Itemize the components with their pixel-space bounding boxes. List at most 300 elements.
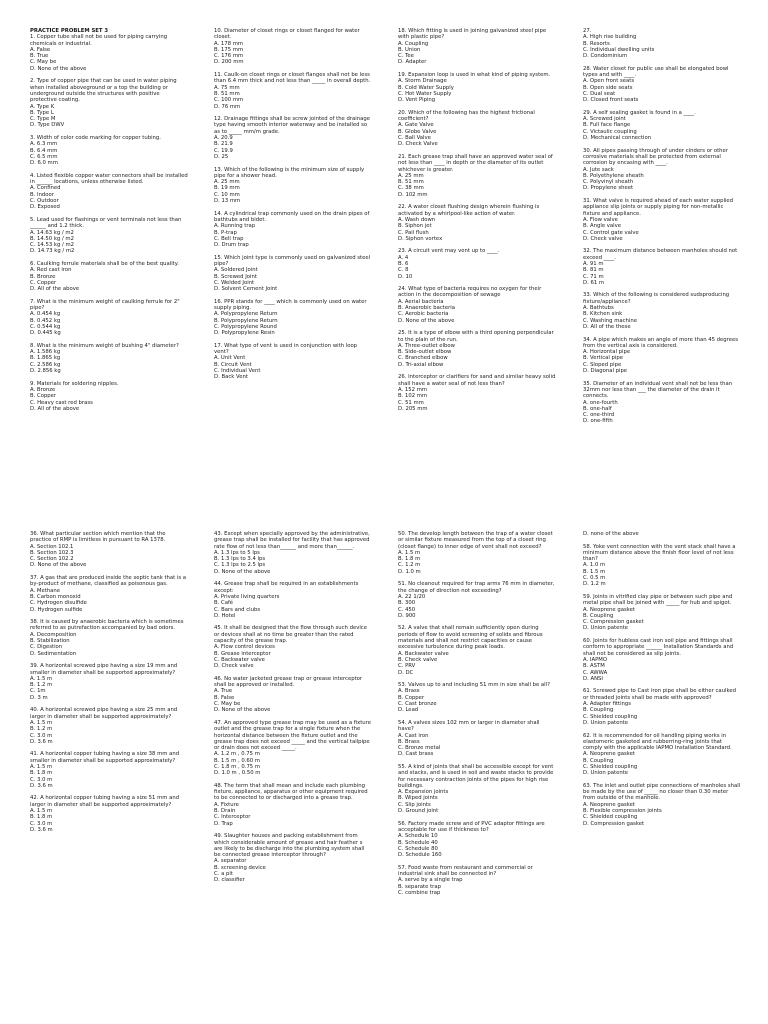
answer-option: D. Schedule 160 bbox=[398, 852, 442, 859]
answer-option: D. 3.6 m bbox=[30, 738, 53, 745]
question-item bbox=[30, 299, 188, 337]
answer-option: C. 1.2 m bbox=[398, 562, 421, 569]
answer-option: A. False bbox=[30, 46, 51, 53]
answer-option: C. Individual Vent bbox=[214, 368, 261, 375]
question-text: 60. Joints for hubless cast iron soil pipe and fittings shall conform to appropriate ______ Installation Standards and shall not be considered as slip joints. bbox=[583, 638, 735, 657]
answer-option: D. 200 mm bbox=[214, 59, 244, 66]
answer-option: A. Expansion joints bbox=[398, 789, 449, 796]
answer-option: D. Trap bbox=[214, 820, 233, 827]
question-text: 62. It is recommended for oil handling piping works in elastomeric gasketed and rubberring-ring joints that comply with the applicable IAPMO Installation Standard. bbox=[583, 732, 732, 752]
question-text: 32. The maximum distance between manholes should not exceed ____. bbox=[583, 248, 739, 261]
question-text: 51. No cleanout required for trap arms 76 mm in diameter, the change of direction not exceeding? bbox=[398, 581, 557, 594]
answer-option: B. Section 102.3 bbox=[30, 549, 74, 556]
answer-option: C. Interceptor bbox=[214, 814, 251, 821]
answer-option: B. 1.865 kg bbox=[30, 355, 61, 362]
answer-option: B. Open side seats bbox=[583, 84, 633, 91]
answer-option: A. Coupling bbox=[398, 40, 429, 47]
question-item bbox=[214, 28, 372, 66]
answer-option: D. None of the above bbox=[214, 707, 271, 714]
answer-option: A. Brass bbox=[398, 688, 420, 695]
answer-option: B. Cold Water Supply bbox=[398, 84, 454, 91]
answer-option: D. Check Valve bbox=[398, 141, 438, 148]
answer-option: A. separator bbox=[214, 858, 247, 865]
question-text: 1. Copper tube shall not be used for piping carrying chemicals or industrial. bbox=[30, 34, 169, 47]
question-item bbox=[583, 688, 741, 726]
answer-option: C. Slip joints bbox=[398, 801, 431, 808]
answer-option: D. classifier bbox=[214, 877, 245, 884]
problem-set-title: PRACTICE PROBLEM SET 3 bbox=[30, 28, 109, 34]
question-item bbox=[398, 286, 556, 324]
answer-option: C. Hot Water Supply bbox=[398, 90, 452, 97]
question-text: 57. Food waste from restaurant and commercial or industrial sink shall be connected in? bbox=[398, 864, 535, 878]
question-item bbox=[214, 116, 372, 160]
answer-option: A. Flow valve bbox=[583, 216, 618, 223]
answer-option: D. All of the these bbox=[583, 323, 631, 330]
question-text: 15. Which joint type is commonly used on galvanized steel pipe? bbox=[214, 254, 372, 267]
answer-option: C. 8 bbox=[398, 267, 409, 274]
question-text: 10. Diameter of closet rings or closet flanged for water closet. bbox=[214, 28, 362, 41]
answer-option: D. one-fifth bbox=[583, 418, 613, 425]
question-text: 12. Drainage fittings shall be screw jointed of the drainage type having smooth interior waterway and be installed so as to _____ mm/m grade. bbox=[214, 116, 372, 135]
answer-option: C. 19.9 bbox=[214, 147, 233, 154]
answer-option: A. Unit Vent bbox=[214, 355, 246, 362]
answer-option: A. 0.454 kg bbox=[30, 311, 61, 318]
question-item bbox=[30, 751, 188, 789]
question-text: 43. Except when specially approved by the administrative, grease trap shall be installed for facility that has approved rate flow of not less than______ and more than______. bbox=[214, 531, 372, 550]
answer-option: A. 152 mm bbox=[398, 386, 428, 393]
answer-option: C. Shielded coupling bbox=[583, 814, 638, 821]
answer-option: B. Type L bbox=[30, 109, 54, 116]
question-item bbox=[583, 28, 741, 59]
question-text: 54. A valves sizes 102 mm or larger in diameter shall have? bbox=[398, 719, 542, 733]
answer-option: A. IAPMO bbox=[583, 656, 608, 663]
answer-option: D. 14.73 kg / m2 bbox=[30, 248, 75, 255]
answer-option: C. one-third bbox=[583, 412, 615, 419]
question-text: 6. Caulking ferrule materials shall be of the best quality. bbox=[30, 260, 179, 267]
answer-option: A. Flow control devices bbox=[214, 644, 275, 651]
answer-option: A. Open front seats bbox=[583, 78, 635, 85]
question-item bbox=[583, 248, 741, 286]
answer-option: C. 71 m bbox=[583, 273, 604, 280]
question-text: 29. A self sealing gasket is found in a ____. bbox=[583, 109, 696, 116]
question-text: 8. What is the minimum weight of bushing 4" diameter? bbox=[30, 342, 179, 349]
answer-option: C. Cast bronze bbox=[398, 701, 437, 708]
question-item bbox=[30, 531, 188, 569]
answer-option: B. one-half bbox=[583, 405, 612, 412]
answer-option: D. None of the above bbox=[214, 568, 271, 575]
question-text: 23. A circuit vent may vent up to ____. bbox=[398, 248, 500, 255]
answer-option: B. 1.2 m bbox=[30, 682, 53, 689]
question-item bbox=[214, 581, 372, 619]
answer-option: D. 10 bbox=[398, 273, 413, 280]
answer-option: B. Grease interceptor bbox=[214, 650, 271, 657]
question-item bbox=[398, 682, 556, 713]
answer-option: D. Vent Piping bbox=[398, 97, 436, 104]
question-text: 48. The term that shall mean and include each plumbing fixture, appliance, apparatus or other equipment required to be connected to or discharged into a grease trap. bbox=[214, 782, 370, 802]
answer-option: C. Type M bbox=[30, 116, 56, 123]
question-text: 44. Grease trap shall be required in an establishments except: bbox=[214, 581, 361, 594]
question-item bbox=[583, 733, 741, 777]
answer-option: C. Bars and clubs bbox=[214, 606, 261, 613]
answer-option: D. Ground joint bbox=[398, 808, 439, 815]
answer-option: C. Branched elbow bbox=[398, 355, 448, 362]
answer-option: C. 100 mm bbox=[214, 97, 244, 104]
answer-option: C. Sloped pipe bbox=[583, 361, 622, 368]
answer-option: D. Type DWV bbox=[30, 122, 65, 129]
answer-option: D. 102 mm bbox=[398, 191, 428, 198]
column-6 bbox=[214, 531, 372, 890]
question-text: 50. The develop length between the trap of a water closet or similar fixture measured from the top of a closet ring (closet flange) to inner edge of vent shall not exceed? bbox=[398, 531, 555, 550]
answer-option: D. Check valve bbox=[214, 663, 254, 670]
answer-option: D. Lead bbox=[398, 707, 419, 714]
question-text: 27. bbox=[583, 28, 592, 34]
answer-option: C. Hydrogen disulfide bbox=[30, 600, 87, 607]
column-4 bbox=[583, 28, 741, 431]
question-item bbox=[398, 865, 556, 896]
question-item bbox=[398, 531, 556, 575]
question-item bbox=[30, 381, 188, 412]
answer-option: C. Victaulic coupling bbox=[583, 128, 637, 135]
answer-option: C. 450 bbox=[398, 606, 416, 613]
answer-option: A. serve by a single trap bbox=[398, 877, 463, 884]
answer-option: B. 1.5 m bbox=[583, 568, 606, 575]
answer-option: D. 1.0 m bbox=[398, 568, 421, 575]
answer-option: A. Schedule 10 bbox=[398, 833, 438, 840]
answer-option: C. 14.53 kg / m2 bbox=[30, 242, 75, 249]
answer-option: B. 1.8 m bbox=[398, 556, 421, 563]
answer-option: D. 3 m bbox=[30, 694, 48, 701]
question-item bbox=[214, 255, 372, 293]
answer-option: A. Cast iron bbox=[398, 732, 429, 739]
answer-option: A. 1.3 lps to 5 lps bbox=[214, 549, 260, 556]
answer-option: C. 176 mm bbox=[214, 53, 244, 60]
answer-option: B. Circuit Vent bbox=[214, 361, 252, 368]
answer-option: A. 178 mm bbox=[214, 40, 244, 47]
answer-option: B. 14.50 kg / m2 bbox=[30, 235, 74, 242]
question-item bbox=[214, 211, 372, 249]
answer-option: C. 6.5 mm bbox=[30, 153, 58, 160]
answer-option: C. Bronze metal bbox=[398, 745, 441, 752]
answer-option: B. Resorts bbox=[583, 40, 610, 47]
question-item bbox=[583, 381, 741, 425]
answer-option: A. one-fourth bbox=[583, 399, 618, 406]
answer-option: C. combine trap bbox=[398, 889, 441, 896]
answer-option: D. Exposed bbox=[30, 204, 60, 211]
question-text: 49. Slaughter houses and packing establishment from which considerable amount of grease and hair feather s are likely to be discharge into the plumbing system shall be connected grease interceptor through? bbox=[214, 833, 367, 859]
question-item bbox=[214, 299, 372, 337]
answer-option: C. 1m bbox=[30, 688, 46, 695]
answer-option: A. Bathtubs bbox=[583, 305, 614, 312]
answer-option: B. screening device bbox=[214, 864, 266, 871]
answer-option: A. 4 bbox=[398, 254, 409, 261]
answer-option: C. Control gate valve bbox=[583, 229, 639, 236]
answer-option: A. Wash down bbox=[398, 216, 436, 223]
question-item bbox=[214, 343, 372, 381]
answer-option: A. 1.0 m bbox=[583, 562, 606, 569]
answer-option: D. 25 bbox=[214, 153, 229, 160]
page-bottom-half bbox=[0, 531, 768, 1021]
answer-option: A. Storm Drainage bbox=[398, 78, 447, 85]
answer-option: B. P-trap bbox=[214, 229, 237, 236]
answer-option: C. 3.0 m bbox=[30, 776, 53, 783]
answer-option: B. 6 bbox=[398, 260, 409, 267]
question-text: 25. It is a type of elbow with a third opening perpendicular to the plain of the run. bbox=[398, 330, 556, 343]
answer-option: B. 1.8 m bbox=[30, 770, 53, 777]
question-item bbox=[583, 337, 741, 375]
answer-option: D. None of the above bbox=[30, 65, 87, 72]
answer-option: D. Hotel bbox=[214, 612, 236, 619]
column-2 bbox=[214, 28, 372, 387]
question-text: 26. Interceptor or clarifiers for sand and similar heavy solid shall have a water seal of not less than? bbox=[398, 374, 558, 387]
answer-option: A. Aerial bacteria bbox=[398, 298, 444, 305]
question-item bbox=[398, 330, 556, 368]
question-item bbox=[30, 217, 188, 255]
answer-option: D. Closed front seats bbox=[583, 97, 639, 104]
question-text: 13. Which of the following is the minimum size of supply pipe for a shower head. bbox=[214, 166, 366, 179]
answer-option: C. Bell trap bbox=[214, 235, 244, 242]
question-text: 39. A horizontal screwed pipe having a size 19 mm and smaller in diameter shall be supported approximately? bbox=[30, 663, 179, 676]
question-item bbox=[30, 261, 188, 292]
answer-option: A. 1.5 m bbox=[30, 763, 53, 770]
answer-option: A. Neoprene gasket bbox=[583, 751, 635, 758]
question-text: 31. What valve is required ahead of each water supplied appliance slip joints or supply piping for non-metallic fixture and appliance. bbox=[583, 198, 735, 217]
answer-option: B. 1.2 m bbox=[30, 726, 53, 733]
answer-option: B. 19 mm bbox=[214, 185, 240, 192]
answer-option: A. Screwed joint bbox=[583, 116, 626, 123]
question-item bbox=[398, 720, 556, 758]
answer-option: C. 1.3 lps to 2.5 lps bbox=[214, 562, 266, 569]
answer-option: A. Horizontal pipe bbox=[583, 349, 631, 356]
question-item bbox=[30, 707, 188, 745]
question-item bbox=[398, 204, 556, 242]
answer-option: A. Bronze bbox=[30, 386, 56, 393]
question-item bbox=[583, 148, 741, 192]
answer-option: C. 0.544 kg bbox=[30, 323, 61, 330]
answer-option: A. 75 mm bbox=[214, 84, 240, 91]
answer-option: B. Bronze bbox=[30, 273, 56, 280]
answer-option: C. 10 mm bbox=[214, 191, 240, 198]
answer-option: C. 2.586 kg bbox=[30, 361, 61, 368]
answer-option: C. Individual dwelling units bbox=[583, 46, 655, 53]
answer-option: D. 0.445 kg bbox=[30, 330, 61, 337]
answer-option: B. 81 m bbox=[583, 267, 604, 274]
answer-option: A. Gate Valve bbox=[398, 122, 434, 129]
answer-option: D. All of the above bbox=[30, 286, 80, 293]
answer-option: A. Backwater valve bbox=[398, 650, 449, 657]
answer-option: B. Vertical pipe bbox=[583, 355, 623, 362]
answer-option: B. Copper bbox=[398, 694, 425, 701]
question-item bbox=[30, 575, 188, 613]
answer-option: A. 1.5 m bbox=[30, 808, 53, 815]
answer-option: A. 1.2 m , 0.75 m bbox=[214, 751, 260, 758]
answer-option: B. Coupling bbox=[583, 612, 614, 619]
question-item bbox=[30, 619, 188, 657]
question-text: 14. A cylindrical trap commonly used on the drain pipes of bathtubs and bidet. bbox=[214, 210, 372, 223]
answer-option: B. 0.452 kg bbox=[30, 317, 61, 324]
question-text: 34. A pipe which makes an angle of more than 45 degrees from the vertical axis is considered. bbox=[583, 336, 740, 349]
question-item bbox=[214, 625, 372, 669]
answer-option: B. Angle valve bbox=[583, 223, 622, 230]
answer-option: B. Indoor bbox=[30, 191, 54, 198]
question-item bbox=[30, 343, 188, 374]
answer-option: B. Coupling bbox=[583, 757, 614, 764]
question-item bbox=[398, 110, 556, 148]
answer-option: C. Polyvinyl sheath bbox=[583, 179, 634, 186]
answer-option: A. 20.9 bbox=[214, 135, 233, 142]
answer-option: B. Carbon monoxid bbox=[30, 593, 81, 600]
question-item bbox=[398, 248, 556, 279]
answer-option: D. 61 m bbox=[583, 279, 605, 286]
question-text: 19. Expansion loop is used in what kind of piping system. bbox=[398, 72, 551, 79]
answer-option: B. Stabilization bbox=[30, 638, 70, 645]
answer-option: B. Side-outlet elbow bbox=[398, 349, 452, 356]
answer-option: A. Type K bbox=[30, 103, 55, 110]
question-item bbox=[30, 34, 188, 72]
answer-option: D. Adapter bbox=[398, 59, 427, 66]
answer-option: A. 22 1/20 bbox=[398, 593, 426, 600]
question-item bbox=[214, 676, 372, 714]
question-item bbox=[30, 173, 188, 211]
answer-option: C. Shielded coupling bbox=[583, 763, 638, 770]
answer-option: C. Aerobic bacteria bbox=[398, 311, 449, 318]
answer-option: D. 3.6 m bbox=[30, 782, 53, 789]
answer-option: D. 76 mm bbox=[214, 103, 241, 110]
answer-option: D. 13 mm bbox=[214, 198, 241, 205]
answer-option: B. Flexible compression joints bbox=[583, 808, 662, 815]
question-item bbox=[583, 544, 741, 588]
answer-option: D. Propylene sheet bbox=[583, 185, 634, 192]
answer-option: A. 14.63 kg / m2 bbox=[30, 229, 74, 236]
question-item bbox=[398, 764, 556, 814]
column-8 bbox=[583, 531, 741, 833]
answer-option: A. Private living quarters bbox=[214, 593, 280, 600]
answer-option: A. 25 mm bbox=[214, 179, 240, 186]
answer-option: A. Neoprene gasket bbox=[583, 801, 635, 808]
answer-option: C. 51 mm bbox=[398, 399, 424, 406]
question-item bbox=[583, 638, 741, 682]
answer-option: D. Cast brass bbox=[398, 751, 434, 758]
answer-option: D. None of the above bbox=[30, 562, 87, 569]
answer-option: C. May be bbox=[30, 59, 57, 66]
column-5 bbox=[30, 531, 188, 840]
answer-option: D. Sedimentation bbox=[30, 650, 77, 657]
answer-option: C. Section 102.2 bbox=[30, 556, 74, 563]
answer-option: D. Drum trap bbox=[214, 242, 249, 249]
answer-option: A. 1.586 kg bbox=[30, 349, 61, 356]
question-text: 63. The inlet and outlet pipe connections of manholes shall be made by the use of _____ no closer than 0.30 meter from outside of the manhole. bbox=[583, 782, 742, 802]
question-item bbox=[214, 833, 372, 883]
answer-option: D. none of the above bbox=[583, 531, 639, 537]
answer-option: B. 300 bbox=[398, 600, 416, 607]
answer-option: D. ANSI bbox=[583, 675, 603, 682]
answer-option: B. 21.9 bbox=[214, 141, 233, 148]
answer-option: B. 1.3 lps to 3.4 lps bbox=[214, 556, 266, 563]
answer-option: A. Decomposition bbox=[30, 631, 77, 638]
answer-option: D. Diagonal pipe bbox=[583, 368, 628, 375]
question-text: 16. PPR stands for ____ which is commonly used on water supply piping. bbox=[214, 298, 369, 312]
answer-option: B. 51 mm bbox=[214, 90, 240, 97]
answer-option: A. Confined bbox=[30, 185, 61, 192]
answer-option: A. Red cast iron bbox=[30, 267, 72, 274]
answer-option: C. 0.5 m bbox=[583, 575, 606, 582]
answer-option: B. 51 mm bbox=[398, 179, 424, 186]
column-1 bbox=[30, 28, 188, 418]
question-text: 36. What particular section which mention that the practice of RMP is limitless in pursuant to RA 1378. bbox=[30, 531, 168, 544]
answer-option: C. Welded Joint bbox=[214, 279, 255, 286]
answer-option: B. separate trap bbox=[398, 883, 441, 890]
question-text: 38. It is caused by anaerobic bacteria which is sometimes referred to as putrefaction accompanied by bad odors. bbox=[30, 619, 186, 632]
answer-option: B. Polyethylene sheath bbox=[583, 172, 644, 179]
answer-option: C. Compression gasket bbox=[583, 619, 644, 626]
page-top-half bbox=[0, 28, 768, 518]
column-3 bbox=[398, 28, 556, 418]
question-item bbox=[398, 625, 556, 675]
question-item bbox=[398, 154, 556, 198]
question-text: 3. Width of color code marking for copper tubing. bbox=[30, 135, 161, 142]
answer-option: D. 205 mm bbox=[398, 405, 428, 412]
answer-option: A. Soldered Joint bbox=[214, 267, 258, 274]
question-item bbox=[214, 720, 372, 777]
answer-option: B. Café bbox=[214, 600, 234, 607]
answer-option: C. Polypropylene Round bbox=[214, 323, 277, 330]
answer-option: C. 1.8 m , 0.75 m bbox=[214, 763, 261, 770]
answer-option: D. Siphon vortex bbox=[398, 235, 443, 242]
question-text: 52. A valve that shall remain sufficiently open during periods of flow to avoid screening of solids and fibrous materials and shall not restrict capacities or cause excessive turbulence during peak loads. bbox=[398, 625, 545, 651]
answer-option: A. High rise building bbox=[583, 34, 637, 41]
answer-option: A. True bbox=[214, 688, 233, 695]
question-text: 28. Water closet for public use shall be elongated bowl types and with ____. bbox=[583, 65, 731, 79]
answer-option: A. Polypropylene Return bbox=[214, 311, 278, 318]
answer-option: A. Methane bbox=[30, 587, 61, 594]
answer-option: A. 1.5 m bbox=[30, 719, 53, 726]
question-text: 47. An approved type grease trap may be used as a fixture outlet and the grease trap for a single fixture when the horizontal distance between the fixture outlet and the grease trap does not exceed _____ and the vertical tailpipe or drain does not exceed _____. bbox=[214, 719, 373, 752]
question-item bbox=[583, 531, 741, 537]
question-text: 7. What is the minimum weight of caulking ferrule for 2" pipe? bbox=[30, 298, 182, 312]
question-text: 56. Factory made screw and of PVC adaptor fittings are acceptable for use if thickness to? bbox=[398, 820, 547, 833]
answer-option: C. 38 mm bbox=[398, 185, 424, 192]
answer-option: C. PRV bbox=[398, 663, 416, 670]
answer-option: B. Anaerobic bacteria bbox=[398, 305, 455, 312]
question-item bbox=[583, 110, 741, 141]
answer-option: C. AWWA bbox=[583, 669, 608, 676]
question-item bbox=[214, 783, 372, 827]
question-text: 22. A water closet flushing design wherein flushing is activated by a whirlpool-like action of water. bbox=[398, 204, 541, 217]
answer-option: B. 1.8 m bbox=[30, 814, 53, 821]
answer-option: B. Schedule 40 bbox=[398, 839, 438, 846]
answer-option: B. Polypropylene Return bbox=[214, 317, 278, 324]
question-item bbox=[398, 28, 556, 66]
question-item bbox=[398, 374, 556, 412]
answer-option: B. 1.5 m , 0.60 m bbox=[214, 757, 260, 764]
answer-option: A. 25 mm bbox=[398, 172, 424, 179]
answer-option: D. Union patente bbox=[583, 625, 629, 632]
answer-option: B. Drain bbox=[214, 808, 236, 815]
question-text: 33. Which of the following is considered sudsproducing fixture/appliance? bbox=[583, 292, 731, 305]
question-text: 17. What type of vent is used in conjunction with loop vent? bbox=[214, 342, 359, 356]
question-text: 20. Which of the following has the highest frictional coefficient? bbox=[398, 109, 537, 123]
question-text: 11. Caulk-on closet rings or closet flanges shall not be less than 6.4 mm thick and not less than _____ in overall depth. bbox=[214, 72, 372, 85]
question-item bbox=[583, 594, 741, 632]
answer-option: B. ASTM bbox=[583, 663, 605, 670]
answer-option: B. Copper bbox=[30, 393, 57, 400]
answer-option: A. Running trap bbox=[214, 223, 256, 230]
question-text: 55. A kind of joints that shall be accessible except for vent and stacks, and is used in soil and waste stacks to provide for necessary contraction joints of the pipes for high rise buildings. bbox=[398, 763, 556, 789]
answer-option: D. DC bbox=[398, 669, 414, 676]
answer-option: D. Solvent Cement Joint bbox=[214, 286, 278, 293]
answer-option: C. Shielded coupling bbox=[583, 713, 638, 720]
answer-option: A. 6.3 mm bbox=[30, 141, 58, 148]
answer-option: A. Fixture bbox=[214, 801, 239, 808]
